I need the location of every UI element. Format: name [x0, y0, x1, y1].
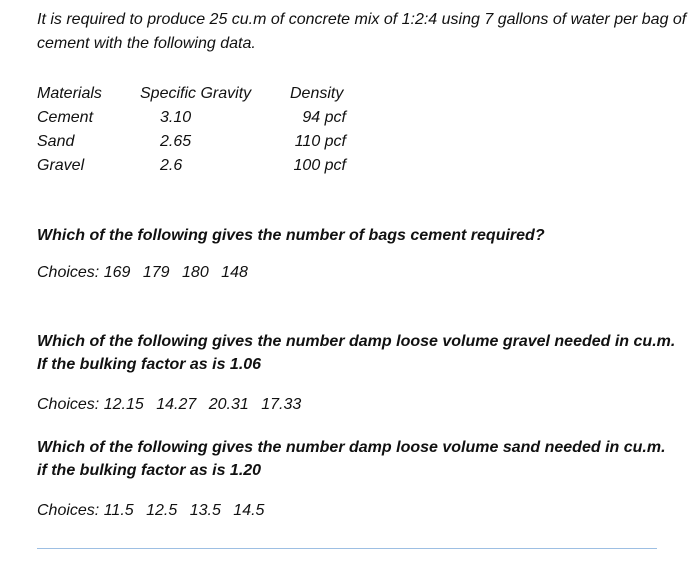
choices-3 — [37, 502, 272, 520]
choice-option: 14.5 — [233, 502, 265, 519]
materials-table — [37, 82, 370, 178]
material-name: Cement — [37, 109, 94, 126]
bottom-divider — [37, 548, 657, 549]
material-name: Sand — [37, 133, 75, 150]
choice-option: 148 — [221, 264, 248, 281]
density-value: 100 pcf — [293, 157, 346, 174]
choice-option: 169 — [103, 264, 131, 281]
density-value: 94 pcf — [302, 109, 346, 126]
question-3: Which of the following gives the number damp loose volume sand needed in cu.m. if the bulking factor as is 1.20 — [37, 439, 666, 479]
specific-gravity-value: 3.10 — [160, 109, 192, 126]
table-row — [37, 130, 370, 154]
density-value: 110 pcf — [294, 133, 346, 150]
choice-option: 20.31 — [208, 396, 249, 413]
choice-option: 13.5 — [189, 502, 221, 519]
question-2: Which of the following gives the number damp loose volume gravel needed in cu.m. If the bulking factor as is 1.06 — [37, 333, 676, 373]
material-name: Gravel — [37, 157, 85, 174]
choice-option: 11.5 — [103, 502, 134, 519]
choice-option: 12.5 — [146, 502, 178, 519]
problem-statement: It is required to produce 25 cu.m of concrete mix of 1:2:4 using 7 gallons of water per bag of cement with the following data. — [37, 11, 687, 52]
specific-gravity-value: 2.65 — [160, 133, 192, 150]
table-header-row — [37, 82, 370, 106]
header-materials: Materials — [37, 85, 102, 102]
specific-gravity-value: 2.6 — [160, 157, 183, 174]
choice-option: 17.33 — [261, 396, 302, 413]
choices-label: Choices: — [37, 264, 100, 281]
choice-option: 179 — [142, 264, 170, 281]
header-specific-gravity: Specific Gravity — [140, 85, 252, 102]
choice-option: 14.27 — [156, 396, 197, 413]
choices-label: Choices: — [37, 396, 100, 413]
choices-2 — [37, 396, 309, 414]
table-row — [37, 106, 370, 130]
choice-option: 180 — [182, 264, 209, 281]
choices-1 — [37, 264, 256, 282]
choices-label: Choices: — [37, 502, 100, 519]
choice-option: 12.15 — [103, 396, 144, 413]
header-density: Density — [290, 85, 344, 102]
question-1: Which of the following gives the number of bags cement required? — [37, 227, 545, 244]
table-row — [37, 154, 370, 178]
